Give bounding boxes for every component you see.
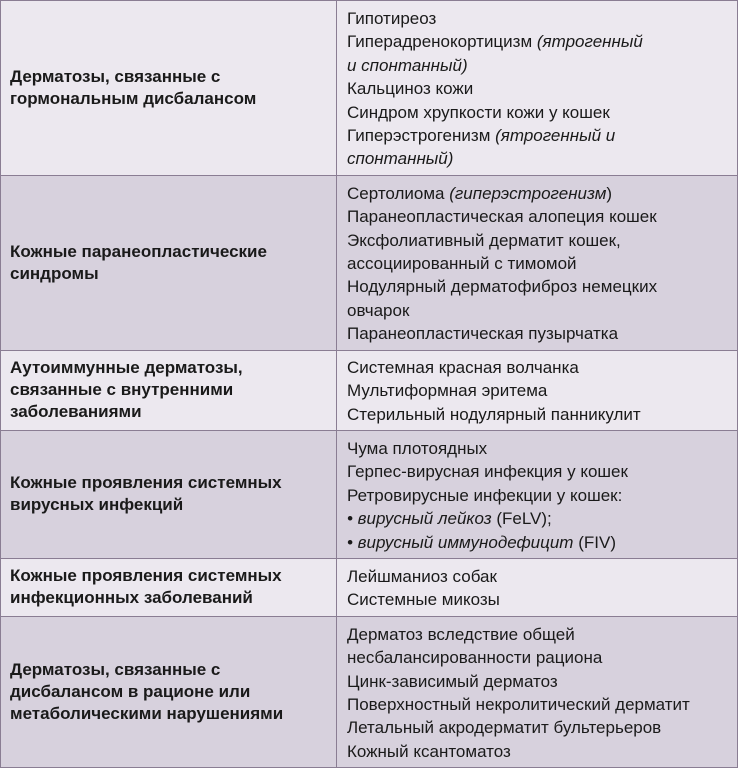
item-text: Гиперадренокортицизм bbox=[347, 32, 537, 52]
item-text: Лейшманиоз собак bbox=[347, 566, 497, 586]
category-cell: Кожные проявления системных вирусных инфекций bbox=[1, 430, 337, 558]
item-line bbox=[347, 322, 733, 345]
item-line bbox=[347, 693, 733, 716]
item-text: Гиперэстрогенизм bbox=[347, 126, 496, 146]
item-line bbox=[347, 379, 733, 402]
item-line bbox=[347, 182, 733, 205]
item-line bbox=[347, 740, 733, 763]
item-italic-text: • вирусный иммунодефицит bbox=[347, 532, 574, 552]
item-line bbox=[347, 101, 733, 124]
item-text: Летальный акродерматит бультерьеров bbox=[347, 718, 662, 738]
category-cell: Дерматозы, связанные с гормональным дисбалансом bbox=[1, 1, 337, 176]
item-text: Стерильный нодулярный панникулит bbox=[347, 404, 641, 424]
item-text: Паранеопластическая пузырчатка bbox=[347, 324, 619, 344]
item-line bbox=[347, 460, 733, 483]
item-line bbox=[347, 299, 733, 322]
item-text: Системные микозы bbox=[347, 590, 500, 610]
item-line bbox=[347, 252, 733, 275]
items-cell bbox=[337, 558, 738, 616]
item-line bbox=[347, 646, 733, 669]
table-row bbox=[1, 350, 738, 430]
item-text: Нодулярный дерматофиброз немецких bbox=[347, 277, 658, 297]
item-line bbox=[347, 54, 733, 77]
item-italic-text: (ятрогенный bbox=[536, 32, 643, 52]
item-line bbox=[347, 716, 733, 739]
item-text: несбалансированности рациона bbox=[347, 648, 603, 668]
item-text: Цинк-зависимый дерматоз bbox=[347, 671, 558, 691]
item-text: (FIV) bbox=[573, 532, 616, 552]
item-text: Чума плотоядных bbox=[347, 438, 488, 458]
item-italic-text: (гиперэстрогенизм bbox=[449, 183, 607, 203]
item-text: Гипотиреоз bbox=[347, 9, 437, 28]
item-text: ассоциированный с тимомой bbox=[347, 254, 577, 274]
table-row bbox=[1, 175, 738, 350]
item-italic-text: и спонтанный) bbox=[347, 55, 468, 75]
item-text: Синдром хрупкости кожи у кошек bbox=[347, 102, 610, 122]
item-text: Дерматоз вследствие общей bbox=[347, 624, 575, 644]
item-text: Сертолиома bbox=[347, 183, 450, 203]
item-text: Герпес-вирусная инфекция у кошек bbox=[347, 462, 628, 482]
table-body bbox=[1, 1, 738, 768]
table-row bbox=[1, 1, 738, 176]
category-cell: Кожные паранеопластические синдромы bbox=[1, 175, 337, 350]
item-text: Системная красная волчанка bbox=[347, 357, 579, 377]
item-line bbox=[347, 565, 733, 588]
item-line bbox=[347, 205, 733, 228]
category-cell: Аутоиммунные дерматозы, связанные с внутренними заболеваниями bbox=[1, 350, 337, 430]
item-line bbox=[347, 437, 733, 460]
item-text: Эксфолиативный дерматит кошек, bbox=[347, 230, 621, 250]
item-line bbox=[347, 229, 733, 252]
item-line bbox=[347, 30, 733, 53]
item-text: Ретровирусные инфекции у кошек: bbox=[347, 485, 623, 505]
item-text: Поверхностный некролитический дерматит bbox=[347, 694, 690, 714]
item-text: Кальциноз кожи bbox=[347, 79, 474, 99]
item-text: Кожный ксантоматоз bbox=[347, 741, 511, 761]
item-line bbox=[347, 484, 733, 507]
item-line bbox=[347, 623, 733, 646]
item-line bbox=[347, 356, 733, 379]
item-line bbox=[347, 403, 733, 426]
item-text: ) bbox=[606, 183, 613, 203]
items-cell bbox=[337, 350, 738, 430]
item-line bbox=[347, 147, 733, 170]
items-cell bbox=[337, 616, 738, 767]
item-line bbox=[347, 124, 733, 147]
item-text: (FeLV); bbox=[491, 509, 552, 529]
items-cell bbox=[337, 430, 738, 558]
item-italic-text: • вирусный лейкоз bbox=[347, 509, 492, 529]
table-row bbox=[1, 616, 738, 767]
item-text: Мультиформная эритема bbox=[347, 381, 548, 401]
item-line bbox=[347, 531, 733, 554]
table-row bbox=[1, 558, 738, 616]
item-text: Паранеопластическая алопеция кошек bbox=[347, 207, 657, 227]
item-italic-text: спонтанный) bbox=[347, 149, 454, 169]
table-row bbox=[1, 430, 738, 558]
category-cell: Дерматозы, связанные с дисбалансом в рационе или метаболическими нарушениями bbox=[1, 616, 337, 767]
item-line bbox=[347, 77, 733, 100]
item-line bbox=[347, 7, 733, 30]
items-cell bbox=[337, 1, 738, 176]
item-line bbox=[347, 588, 733, 611]
items-cell bbox=[337, 175, 738, 350]
item-line bbox=[347, 275, 733, 298]
item-line bbox=[347, 507, 733, 530]
item-line bbox=[347, 670, 733, 693]
item-italic-text: (ятрогенный и bbox=[495, 126, 616, 146]
item-text: овчарок bbox=[347, 300, 410, 320]
category-cell: Кожные проявления системных инфекционных заболеваний bbox=[1, 558, 337, 616]
